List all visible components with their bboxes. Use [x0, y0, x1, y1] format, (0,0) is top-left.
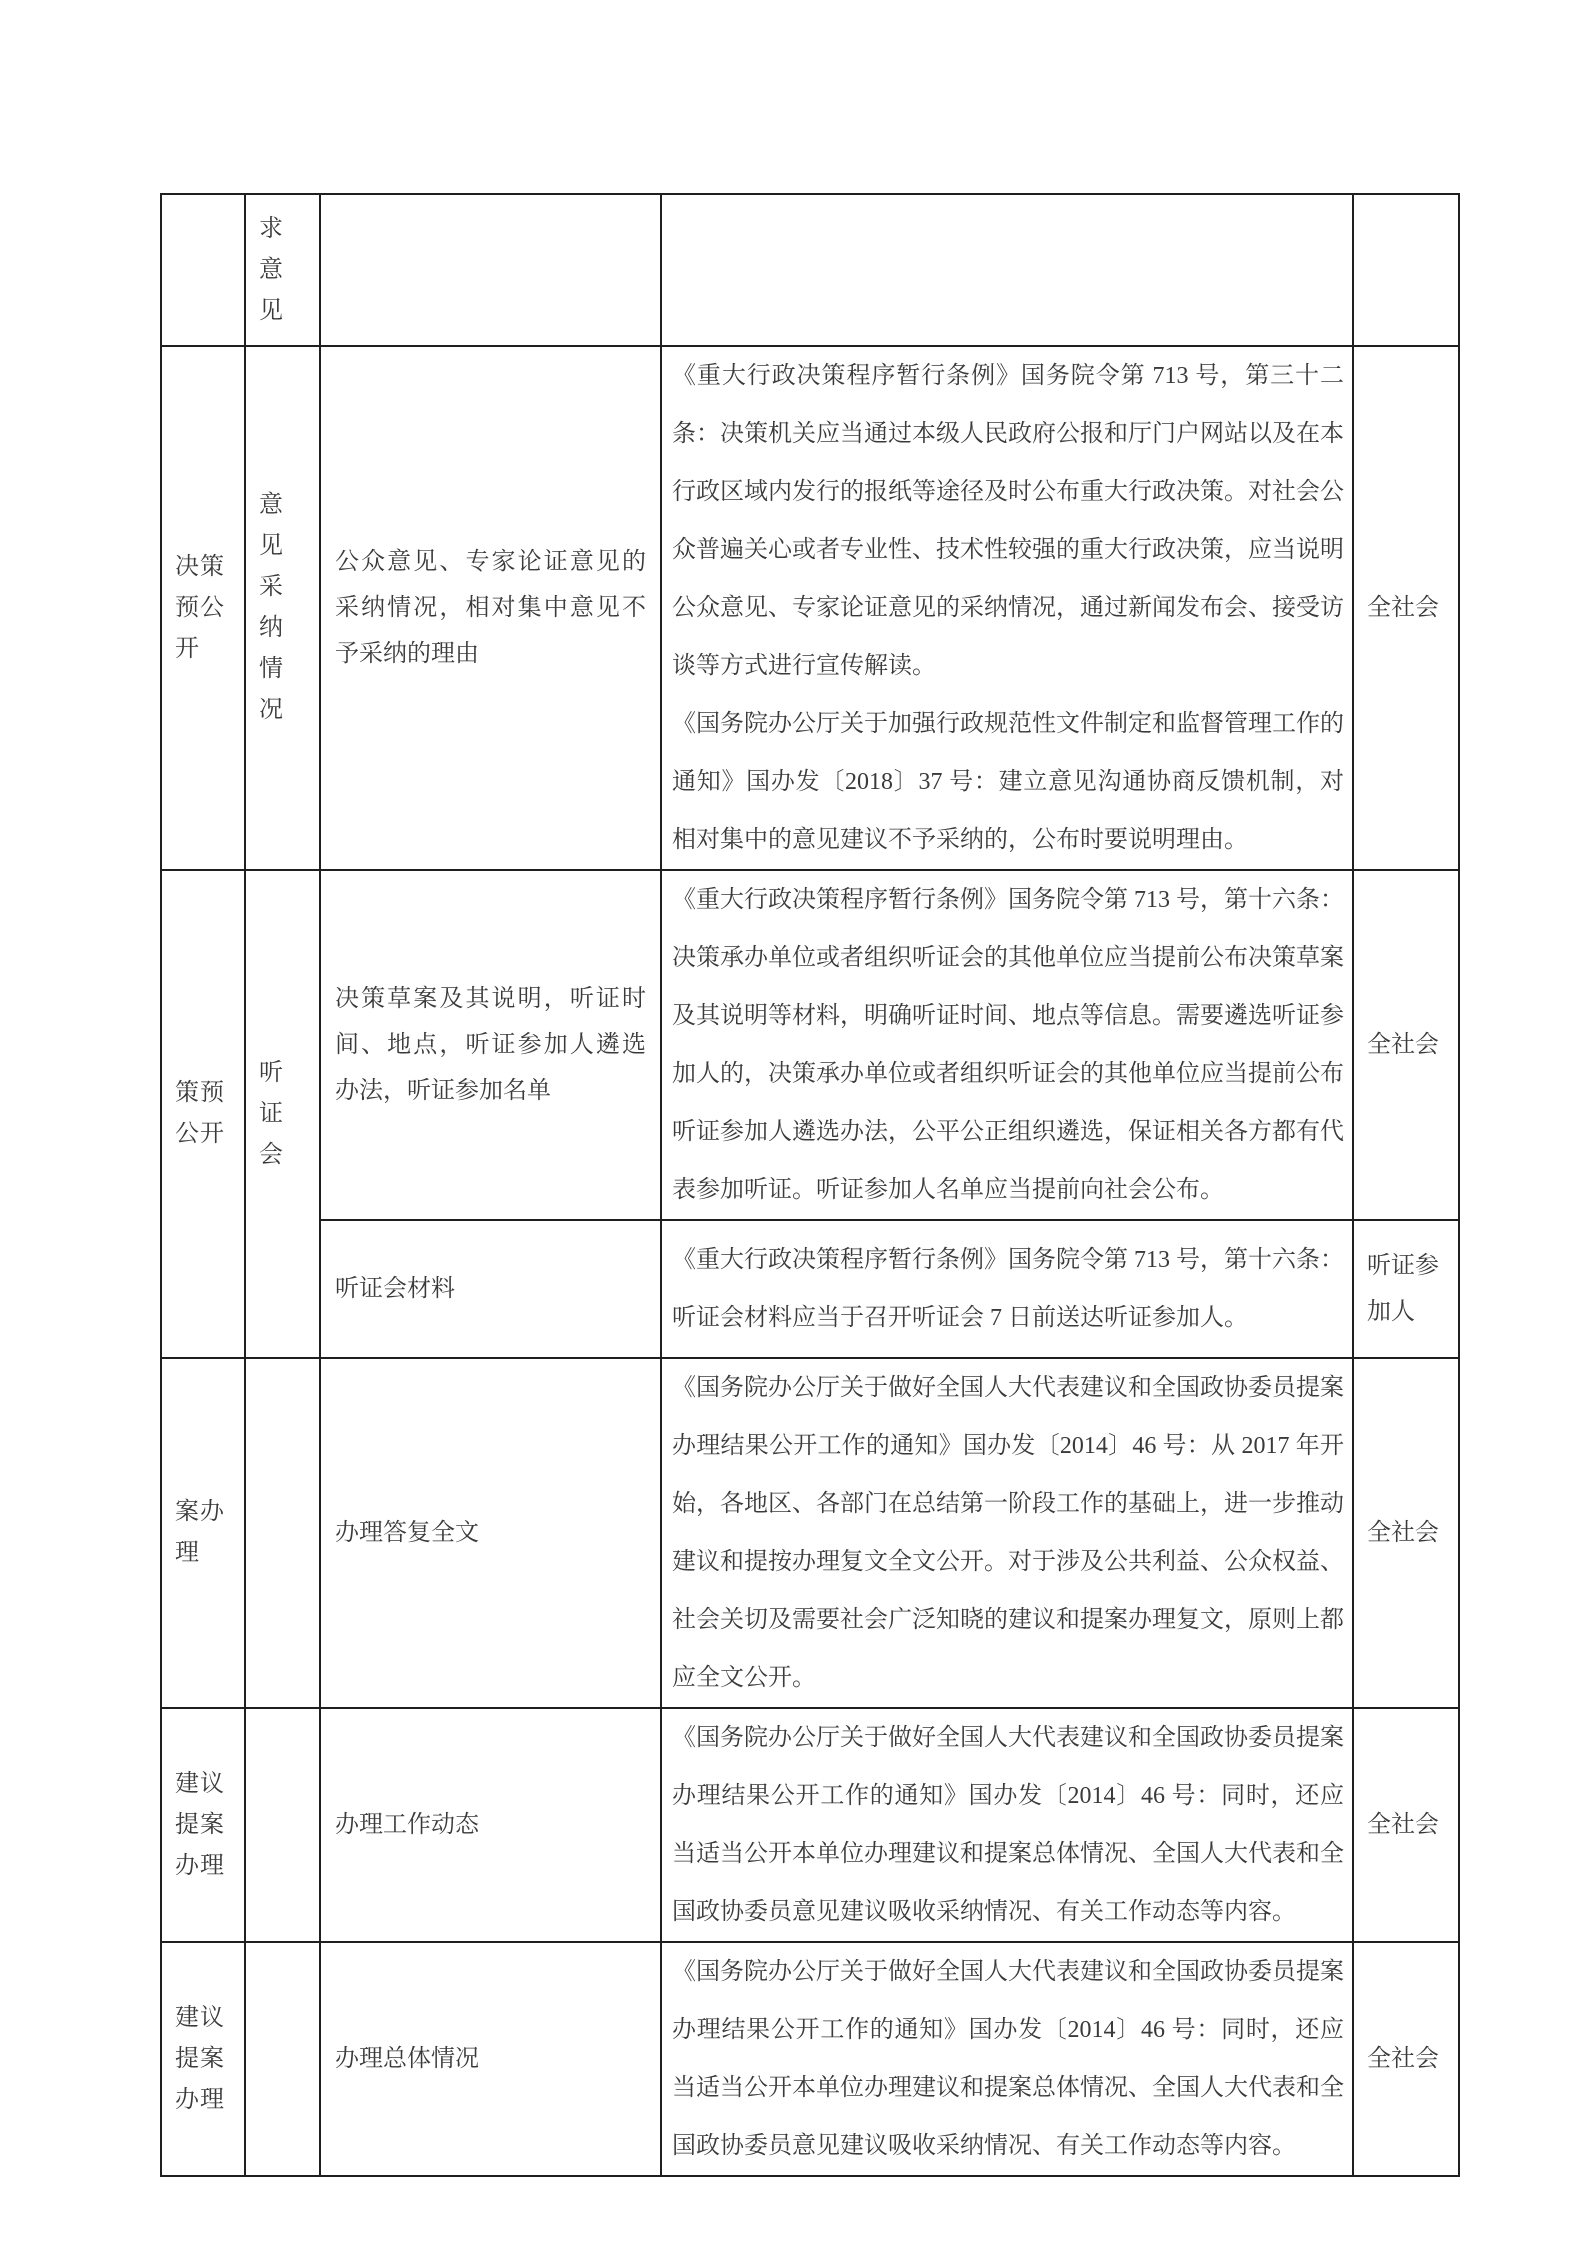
- item-cell: 决策草案及其说明，听证时间、地点，听证参加人遴选办法，听证参加名单: [320, 870, 661, 1220]
- item-cell: 办理答复全文: [320, 1358, 661, 1708]
- category-cell: 策预公开: [161, 870, 245, 1358]
- basis-paragraph: 《国务院办公厅关于做好全国人大代表建议和全国政协委员提案办理结果公开工作的通知》国办发〔2014〕46 号：同时，还应当适当公开本单位办理建议和提案总体情况、全国人大代表和全国政协委员意见建议吸收采纳情况、有关工作动态等内容。: [672, 1725, 1344, 1925]
- basis-paragraph: 《重大行政决策程序暂行条例》国务院令第 713 号，第三十二条：决策机关应当通过本级人民政府公报和厅门户网站以及在本行政区域内发行的报纸等途径及时公布重大行政决策。对社会公众普遍关心或者专业性、技术性较强的重大行政决策，应当说明公众意见、专家论证意见的采纳情况，通过新闻发布会、接受访谈等方式进行宣传解读。: [672, 363, 1344, 679]
- table-row: [161, 870, 1459, 1220]
- basis-paragraph: 《国务院办公厅关于做好全国人大代表建议和全国政协委员提案办理结果公开工作的通知》国办发〔2014〕46 号：同时，还应当适当公开本单位办理建议和提案总体情况、全国人大代表和全国政协委员意见建议吸收采纳情况、有关工作动态等内容。: [672, 1959, 1344, 2159]
- audience-cell: 听证参加人: [1353, 1220, 1459, 1358]
- table-row: [161, 1220, 1459, 1358]
- table-row: [161, 1358, 1459, 1708]
- item-cell: 听证会材料: [320, 1220, 661, 1358]
- item-cell: 公众意见、专家论证意见的采纳情况，相对集中意见不予采纳的理由: [320, 346, 661, 870]
- category-cell: 案办理: [161, 1358, 245, 1708]
- category-cell: 建议提案办理: [161, 1942, 245, 2176]
- item-cell: 办理总体情况: [320, 1942, 661, 2176]
- info-disclosure-table: [160, 193, 1460, 2177]
- subcategory-cell: [245, 1708, 320, 1942]
- basis-cell: [661, 1358, 1353, 1708]
- item-cell: 办理工作动态: [320, 1708, 661, 1942]
- basis-cell: [661, 1942, 1353, 2176]
- subcategory-text: 听证会: [259, 1059, 283, 1168]
- item-cell: [320, 194, 661, 346]
- category-cell: [161, 194, 245, 346]
- table-row: [161, 346, 1459, 870]
- audience-cell: 全社会: [1353, 1358, 1459, 1708]
- table-row: [161, 1708, 1459, 1942]
- subcategory-cell: [245, 1358, 320, 1708]
- audience-cell: 全社会: [1353, 870, 1459, 1220]
- table-row: [161, 1942, 1459, 2176]
- basis-cell: [661, 870, 1353, 1220]
- basis-cell: [661, 1708, 1353, 1942]
- subcategory-cell: [245, 1942, 320, 2176]
- category-cell: 决策预公开: [161, 346, 245, 870]
- basis-cell: [661, 1220, 1353, 1358]
- basis-paragraph: 《国务院办公厅关于做好全国人大代表建议和全国政协委员提案办理结果公开工作的通知》国办发〔2014〕46 号：从 2017 年开始，各地区、各部门在总结第一阶段工作的基础上，进一步推动建议和提按办理复文全文公开。对于涉及公共利益、公众权益、社会关切及需要社会广泛知晓的建议和提案办理复文，原则上都应全文公开。: [672, 1375, 1344, 1691]
- subcategory-cell: [245, 194, 320, 346]
- subcategory-cell: [245, 870, 320, 1358]
- subcategory-cell: [245, 346, 320, 870]
- basis-cell: [661, 194, 1353, 346]
- subcategory-text: 意见采纳情况: [259, 492, 283, 723]
- audience-cell: 全社会: [1353, 1708, 1459, 1942]
- audience-cell: 全社会: [1353, 1942, 1459, 2176]
- audience-cell: [1353, 194, 1459, 346]
- basis-paragraph: 《国务院办公厅关于加强行政规范性文件制定和监督管理工作的通知》国办发〔2018〕37 号：建立意见沟通协商反馈机制，对相对集中的意见建议不予采纳的，公布时要说明理由。: [672, 711, 1344, 853]
- basis-paragraph: 《重大行政决策程序暂行条例》国务院令第 713 号，第十六条：决策承办单位或者组织听证会的其他单位应当提前公布决策草案及其说明等材料，明确听证时间、地点等信息。需要遴选听证参加人的，决策承办单位或者组织听证会的其他单位应当提前公布听证参加人遴选办法，公平公正组织遴选，保证相关各方都有代表参加听证。听证参加人名单应当提前向社会公布。: [672, 887, 1344, 1203]
- subcategory-text: 求意见: [259, 215, 283, 324]
- basis-paragraph: 《重大行政决策程序暂行条例》国务院令第 713 号，第十六条：听证会材料应当于召开听证会 7 日前送达听证参加人。: [672, 1247, 1344, 1331]
- audience-cell: 全社会: [1353, 346, 1459, 870]
- basis-cell: [661, 346, 1353, 870]
- category-cell: 建议提案办理: [161, 1708, 245, 1942]
- table-row: [161, 194, 1459, 346]
